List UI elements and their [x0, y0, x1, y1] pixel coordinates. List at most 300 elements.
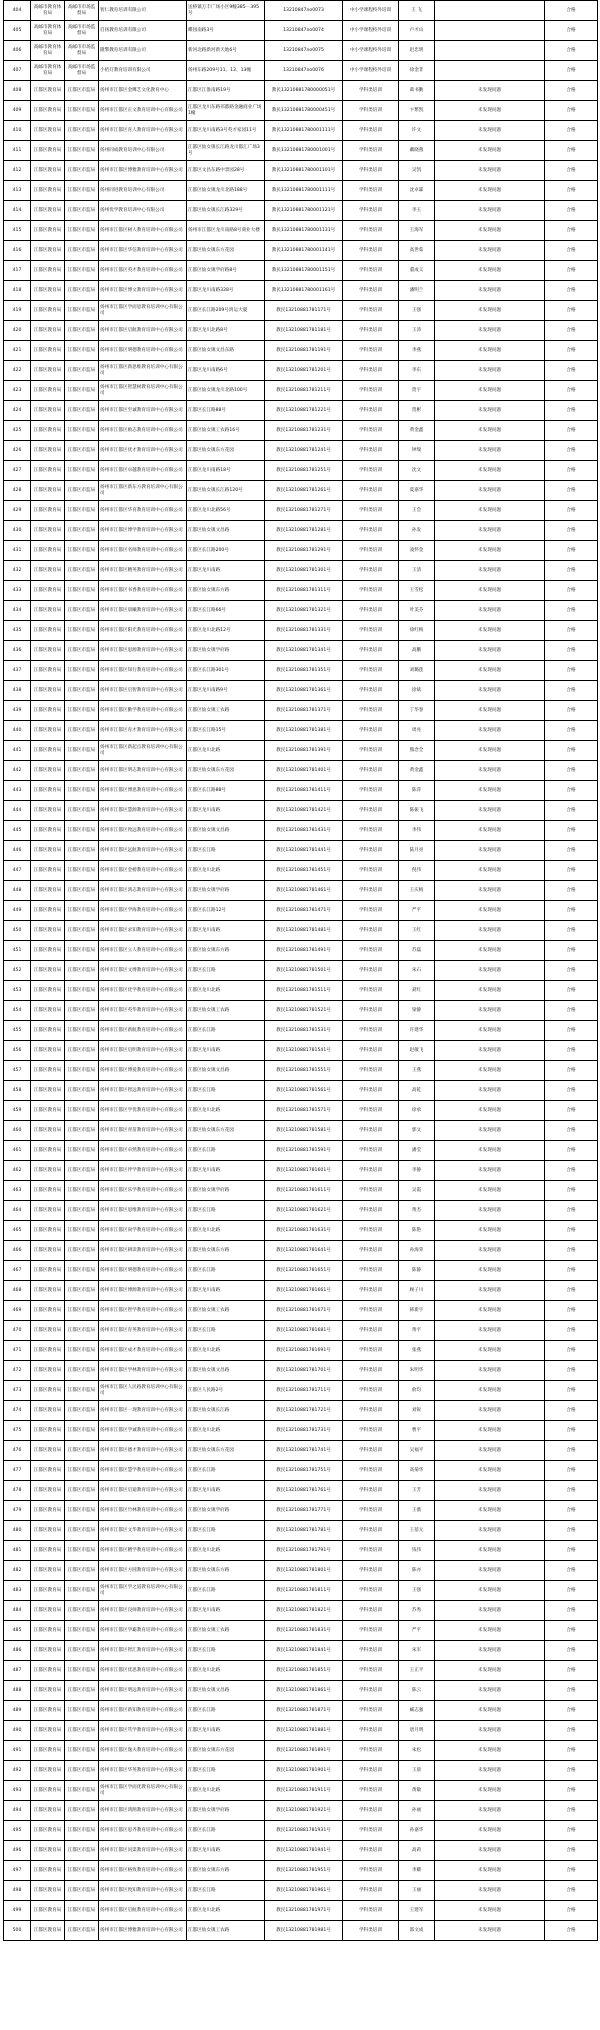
table-row — [4, 761, 598, 781]
cell-result: 合格 — [545, 1541, 598, 1561]
cell-result: 合格 — [545, 1881, 598, 1901]
cell-training-type: 学科类培训 — [343, 1621, 399, 1641]
cell-market-regulator: 江都区市监局 — [65, 1541, 99, 1561]
cell-training-type: 学科类培训 — [343, 1121, 399, 1141]
cell-license-code: 教民13210881780001001号 — [265, 141, 343, 161]
cell-market-regulator: 江都区市监局 — [65, 441, 99, 461]
cell-result: 合格 — [545, 681, 598, 701]
cell-training-type: 学科类培训 — [343, 1541, 399, 1561]
cell-training-type: 学科类培训 — [343, 881, 399, 901]
cell-result: 合格 — [545, 121, 598, 141]
cell-training-type: 中小学课程校外培训 — [343, 41, 399, 61]
cell-market-regulator: 江都区市监局 — [65, 621, 99, 641]
cell-result: 合格 — [545, 301, 598, 321]
cell-license-code: 教民13210881781561号 — [265, 1081, 343, 1101]
table-row — [4, 281, 598, 301]
cell-result: 合格 — [545, 1461, 598, 1481]
cell-index: 412 — [4, 161, 31, 181]
cell-market-regulator: 江都区市监局 — [65, 881, 99, 901]
cell-index: 406 — [4, 41, 31, 61]
cell-address: 江都区长江路88号 — [187, 401, 265, 421]
cell-inspection-finding: 未发现问题 — [435, 1061, 545, 1081]
cell-result: 合格 — [545, 381, 598, 401]
cell-institution-name: 扬州市江都区至诚教育培训中心有限公司 — [99, 401, 187, 421]
cell-inspection-finding: 未发现问题 — [435, 641, 545, 661]
cell-result: 合格 — [545, 1921, 598, 1941]
cell-result: 合格 — [545, 281, 598, 301]
cell-index: 432 — [4, 561, 31, 581]
cell-market-regulator: 江都区市监局 — [65, 181, 99, 201]
table-row — [4, 901, 598, 921]
cell-index: 484 — [4, 1601, 31, 1621]
cell-license-code: 教民13210881781711号 — [265, 1381, 343, 1401]
cell-result: 合格 — [545, 1041, 598, 1061]
cell-institution-name: 扬州市江都区明德教育培训中心有限公司 — [99, 1261, 187, 1281]
cell-market-regulator: 高邮市市场监督局 — [65, 1, 99, 21]
cell-license-code: 教民13210881781771号 — [265, 1501, 343, 1521]
cell-index: 490 — [4, 1721, 31, 1741]
cell-result: 合格 — [545, 1361, 598, 1381]
cell-education-department: 江都区教育局 — [31, 261, 65, 281]
cell-index: 464 — [4, 1201, 31, 1221]
cell-institution-name: 扬州市江都区华育教育培训中心有限公司 — [99, 501, 187, 521]
cell-address: 扬州市江都区龙川南路8号商业大楼 — [187, 221, 265, 241]
cell-result: 合格 — [545, 961, 598, 981]
cell-result: 合格 — [545, 1641, 598, 1661]
cell-institution-name: 扬州同进教育培训中心有限公司 — [99, 181, 187, 201]
cell-institution-name: 扬州市江都区思源教育培训中心有限公司 — [99, 641, 187, 661]
table-row — [4, 1741, 598, 1761]
cell-market-regulator: 江都区市监局 — [65, 401, 99, 421]
table-row — [4, 621, 598, 641]
cell-market-regulator: 江都区市监局 — [65, 1561, 99, 1581]
cell-inspection-finding — [435, 41, 545, 61]
cell-index: 428 — [4, 481, 31, 501]
cell-index: 493 — [4, 1781, 31, 1801]
cell-address: 江都区长江路12号 — [187, 901, 265, 921]
table-row — [4, 181, 598, 201]
cell-contact-person: 熊念全 — [399, 741, 435, 761]
cell-training-type: 学科类培训 — [343, 1081, 399, 1101]
cell-inspection-finding: 未发现问题 — [435, 401, 545, 421]
cell-address: 江都区仙女镇文昌路 — [187, 521, 265, 541]
cell-contact-person: 王丽 — [399, 1881, 435, 1901]
cell-institution-name: 扬州市江都区金榜教育培训中心有限公司 — [99, 861, 187, 881]
cell-inspection-finding: 未发现问题 — [435, 221, 545, 241]
cell-education-department: 江都区教育局 — [31, 501, 65, 521]
cell-inspection-finding: 未发现问题 — [435, 1601, 545, 1621]
cell-address: 江都区长江路200号 — [187, 541, 265, 561]
cell-inspection-finding: 未发现问题 — [435, 1261, 545, 1281]
cell-inspection-finding: 未发现问题 — [435, 741, 545, 761]
cell-training-type: 学科类培训 — [343, 1321, 399, 1341]
cell-inspection-finding: 未发现问题 — [435, 1881, 545, 1901]
cell-education-department: 江都区教育局 — [31, 941, 65, 961]
cell-training-type: 学科类培训 — [343, 841, 399, 861]
cell-education-department: 江都区教育局 — [31, 721, 65, 741]
cell-result: 合格 — [545, 701, 598, 721]
cell-market-regulator: 江都区市监局 — [65, 1161, 99, 1181]
cell-education-department: 江都区教育局 — [31, 701, 65, 721]
cell-contact-person: 王清 — [399, 561, 435, 581]
cell-market-regulator: 江都区市监局 — [65, 461, 99, 481]
cell-training-type: 学科类培训 — [343, 861, 399, 881]
cell-result: 合格 — [545, 1741, 598, 1761]
cell-index: 447 — [4, 861, 31, 881]
cell-index: 415 — [4, 221, 31, 241]
cell-training-type: 学科类培训 — [343, 561, 399, 581]
cell-address: 江都区仙女镇龙川北路100号 — [187, 381, 265, 401]
cell-training-type: 学科类培训 — [343, 1441, 399, 1461]
cell-institution-name: 扬州市江都区阳光教育培训中心有限公司 — [99, 621, 187, 641]
cell-address: 江都区长江路 — [187, 1821, 265, 1841]
cell-license-code: 教民13210881780000451号 — [265, 101, 343, 121]
cell-index: 482 — [4, 1561, 31, 1581]
cell-index: 466 — [4, 1241, 31, 1261]
cell-inspection-finding: 未发现问题 — [435, 1741, 545, 1761]
cell-contact-person: 黄金鑫 — [399, 421, 435, 441]
cell-result: 合格 — [545, 921, 598, 941]
cell-address: 新河北路新河新天地6号 — [187, 41, 265, 61]
table-row — [4, 701, 598, 721]
cell-education-department: 江都区教育局 — [31, 1781, 65, 1801]
cell-education-department: 江都区教育局 — [31, 1041, 65, 1061]
cell-education-department: 江都区教育局 — [31, 1901, 65, 1921]
cell-training-type: 学科类培训 — [343, 281, 399, 301]
cell-license-code: 教民13210881781431号 — [265, 821, 343, 841]
cell-education-department: 江都区教育局 — [31, 181, 65, 201]
cell-address: 江都区长江路 — [187, 1021, 265, 1041]
table-row — [4, 741, 598, 761]
cell-inspection-finding: 未发现问题 — [435, 1381, 545, 1401]
cell-inspection-finding: 未发现问题 — [435, 1321, 545, 1341]
cell-index: 481 — [4, 1541, 31, 1561]
cell-address: 江都区长江路 — [187, 1141, 265, 1161]
cell-institution-name: 扬州市江都区成才教育培训中心有限公司 — [99, 1341, 187, 1361]
cell-inspection-finding: 未发现问题 — [435, 1121, 545, 1141]
cell-institution-name: 扬州市江都区英华教育培训中心有限公司 — [99, 1001, 187, 1021]
cell-institution-name: 扬州市江都区远航教育培训中心有限公司 — [99, 841, 187, 861]
cell-institution-name: 扬州市江都区名师教育培训中心有限公司 — [99, 541, 187, 561]
cell-education-department: 江都区教育局 — [31, 1421, 65, 1441]
table-row — [4, 601, 598, 621]
cell-index: 497 — [4, 1861, 31, 1881]
cell-training-type: 学科类培训 — [343, 1821, 399, 1841]
cell-inspection-finding: 未发现问题 — [435, 1721, 545, 1741]
cell-inspection-finding: 未发现问题 — [435, 941, 545, 961]
cell-address: 江都区仙女镇工农路 — [187, 701, 265, 721]
cell-contact-person: 王晨 — [399, 1761, 435, 1781]
cell-address: 江都区仙女镇工农路 — [187, 1301, 265, 1321]
cell-institution-name: 扬州市江都区鸿鹄教育培训中心有限公司 — [99, 1801, 187, 1821]
cell-index: 446 — [4, 841, 31, 861]
cell-market-regulator: 江都区市监局 — [65, 301, 99, 321]
cell-market-regulator: 江都区市监局 — [65, 261, 99, 281]
cell-index: 468 — [4, 1281, 31, 1301]
cell-training-type: 学科类培训 — [343, 1881, 399, 1901]
cell-market-regulator: 江都区市监局 — [65, 541, 99, 561]
cell-market-regulator: 江都区市监局 — [65, 1401, 99, 1421]
cell-market-regulator: 江都区市监局 — [65, 1881, 99, 1901]
cell-address: 送桥镇万丰广场小区9幢385－395号 — [187, 1, 265, 21]
cell-market-regulator: 江都区市监局 — [65, 1041, 99, 1061]
cell-contact-person: 曹平 — [399, 1421, 435, 1441]
cell-education-department: 江都区教育局 — [31, 541, 65, 561]
cell-index: 422 — [4, 361, 31, 381]
cell-institution-name: 扬州市江都区精英教育培训中心有限公司 — [99, 561, 187, 581]
cell-contact-person: 王建军 — [399, 1901, 435, 1921]
cell-training-type: 学科类培训 — [343, 501, 399, 521]
cell-inspection-finding: 未发现问题 — [435, 201, 545, 221]
table-row — [4, 721, 598, 741]
cell-index: 475 — [4, 1421, 31, 1441]
cell-address: 江都区仙女镇东方花园 — [187, 241, 265, 261]
cell-index: 456 — [4, 1041, 31, 1061]
cell-education-department: 江都区教育局 — [31, 441, 65, 461]
cell-market-regulator: 江都区市监局 — [65, 1061, 99, 1081]
cell-index: 445 — [4, 821, 31, 841]
table-row — [4, 661, 598, 681]
cell-inspection-finding: 未发现问题 — [435, 1181, 545, 1201]
cell-contact-person: 戴晓燕 — [399, 141, 435, 161]
cell-institution-name: 扬州市江都区博雅教育培训中心有限公司 — [99, 1921, 187, 1941]
cell-education-department: 江都区教育局 — [31, 521, 65, 541]
table-row — [4, 581, 598, 601]
cell-market-regulator: 江都区市监局 — [65, 1781, 99, 1801]
cell-result: 合格 — [545, 1341, 598, 1361]
cell-license-code: 13210847no0075 — [265, 41, 343, 61]
cell-address: 江都区龙川南路 — [187, 921, 265, 941]
cell-training-type: 学科类培训 — [343, 241, 399, 261]
cell-contact-person: 孙海荣 — [399, 1241, 435, 1261]
cell-training-type: 学科类培训 — [343, 941, 399, 961]
cell-contact-person: 王强 — [399, 301, 435, 321]
cell-index: 418 — [4, 281, 31, 301]
cell-address: 江都区龙川北路 — [187, 1421, 265, 1441]
cell-education-department: 江都区教育局 — [31, 1501, 65, 1521]
cell-result: 合格 — [545, 201, 598, 221]
table-row — [4, 1801, 598, 1821]
cell-contact-person: 黄敏 — [399, 1781, 435, 1801]
cell-training-type: 学科类培训 — [343, 321, 399, 341]
cell-education-department: 江都区教育局 — [31, 1221, 65, 1241]
cell-index: 459 — [4, 1101, 31, 1121]
cell-address: 江都区龙川南路 — [187, 1481, 265, 1501]
cell-address: 江都区龙川南路 — [187, 1041, 265, 1061]
cell-index: 430 — [4, 521, 31, 541]
cell-education-department: 江都区教育局 — [31, 241, 65, 261]
cell-address: 江都区仙女镇工农路16号 — [187, 421, 265, 441]
cell-address: 江都区长江路 — [187, 1201, 265, 1221]
cell-license-code: 教民13210881781441号 — [265, 841, 343, 861]
cell-inspection-finding: 未发现问题 — [435, 581, 545, 601]
cell-training-type: 学科类培训 — [343, 1341, 399, 1361]
cell-institution-name: 扬州市江都区励志教育培训中心有限公司 — [99, 421, 187, 441]
cell-training-type: 学科类培训 — [343, 901, 399, 921]
cell-contact-person: 严平 — [399, 1621, 435, 1641]
cell-education-department: 江都区教育局 — [31, 1921, 65, 1941]
cell-inspection-finding: 未发现问题 — [435, 1501, 545, 1521]
cell-education-department: 江都区教育局 — [31, 81, 65, 101]
cell-market-regulator: 江都区市监局 — [65, 941, 99, 961]
cell-training-type: 学科类培训 — [343, 1061, 399, 1081]
cell-license-code: 教民13210881781611号 — [265, 1181, 343, 1201]
cell-index: 487 — [4, 1661, 31, 1681]
cell-result: 合格 — [545, 761, 598, 781]
cell-license-code: 教民13210881781191号 — [265, 341, 343, 361]
cell-inspection-finding: 未发现问题 — [435, 1661, 545, 1681]
cell-address: 江都区长江路209号鸿运大厦 — [187, 301, 265, 321]
cell-inspection-finding: 未发现问题 — [435, 701, 545, 721]
cell-result: 合格 — [545, 1021, 598, 1041]
cell-training-type: 学科类培训 — [343, 401, 399, 421]
cell-training-type: 学科类培训 — [343, 641, 399, 661]
cell-training-type: 学科类培训 — [343, 1761, 399, 1781]
cell-index: 429 — [4, 501, 31, 521]
cell-license-code: 教民13210881781581号 — [265, 1121, 343, 1141]
cell-index: 404 — [4, 1, 31, 21]
cell-address: 江都区龙川南路 — [187, 1161, 265, 1181]
cell-license-code: 教民13210881780001141号 — [265, 241, 343, 261]
cell-market-regulator: 江都区市监局 — [65, 1241, 99, 1261]
cell-training-type: 学科类培训 — [343, 301, 399, 321]
cell-training-type: 学科类培训 — [343, 121, 399, 141]
cell-address: 江都区长江路 — [187, 1521, 265, 1541]
cell-market-regulator: 江都区市监局 — [65, 1101, 99, 1121]
cell-institution-name: 扬州市江都区优才教育培训中心有限公司 — [99, 441, 187, 461]
cell-institution-name: 扬州市江都区明远教育培训中心有限公司 — [99, 1681, 187, 1701]
cell-contact-person: 高莉 — [399, 1841, 435, 1861]
cell-address: 江都区龙川北路 — [187, 1661, 265, 1681]
cell-result: 合格 — [545, 1501, 598, 1521]
cell-training-type: 学科类培训 — [343, 821, 399, 841]
cell-license-code: 教民13210881781951号 — [265, 1861, 343, 1881]
cell-index: 431 — [4, 541, 31, 561]
cell-institution-name: 扬州市江都区勤学教育培训中心有限公司 — [99, 701, 187, 721]
cell-index: 494 — [4, 1801, 31, 1821]
cell-address: 江都区龙川北路56号 — [187, 501, 265, 521]
table-row — [4, 421, 598, 441]
table-row — [4, 1341, 598, 1361]
cell-education-department: 江都区教育局 — [31, 821, 65, 841]
cell-result: 合格 — [545, 181, 598, 201]
table-row — [4, 1621, 598, 1641]
cell-address: 江都区仙女镇东方路 — [187, 941, 265, 961]
cell-training-type: 学科类培训 — [343, 181, 399, 201]
cell-license-code: 教民13210881781281号 — [265, 521, 343, 541]
cell-inspection-finding: 未发现问题 — [435, 1461, 545, 1481]
cell-inspection-finding: 未发现问题 — [435, 681, 545, 701]
cell-license-code: 教民13210881781531号 — [265, 1021, 343, 1041]
table-row — [4, 1081, 598, 1101]
cell-contact-person: 李玉 — [399, 201, 435, 221]
cell-education-department: 江都区教育局 — [31, 1741, 65, 1761]
cell-license-code: 教民13210881780001151号 — [265, 261, 343, 281]
cell-address: 江都区仙女镇长江路120号 — [187, 481, 265, 501]
cell-contact-person: 陈萍 — [399, 781, 435, 801]
cell-index: 473 — [4, 1381, 31, 1401]
cell-address: 江都区龙川北路 — [187, 1781, 265, 1801]
cell-market-regulator: 江都区市监局 — [65, 981, 99, 1001]
cell-education-department: 江都区教育局 — [31, 421, 65, 441]
cell-institution-name: 扬州市江都区新起点教育培训中心有限公司 — [99, 741, 187, 761]
cell-address: 江都区龙川北路8号 — [187, 321, 265, 341]
cell-training-type: 学科类培训 — [343, 1581, 399, 1601]
table-row — [4, 1581, 598, 1601]
cell-license-code: 教民13210881781351号 — [265, 661, 343, 681]
cell-inspection-finding: 未发现问题 — [435, 621, 545, 641]
table-body — [4, 1, 598, 1941]
table-row — [4, 161, 598, 181]
table-row — [4, 1821, 598, 1841]
cell-result: 合格 — [545, 481, 598, 501]
cell-institution-name: 扬州市江都区学而思教育培训中心有限公司 — [99, 301, 187, 321]
cell-license-code: 教民13210881781961号 — [265, 1881, 343, 1901]
cell-contact-person: 赵敏飞 — [399, 1041, 435, 1061]
table-row — [4, 1921, 598, 1941]
table-row — [4, 1301, 598, 1321]
cell-training-type: 学科类培训 — [343, 381, 399, 401]
cell-institution-name: 扬州市江都区启航教育培训中心有限公司 — [99, 321, 187, 341]
cell-training-type: 学科类培训 — [343, 201, 399, 221]
cell-inspection-finding: 未发现问题 — [435, 1781, 545, 1801]
cell-address: 江都区仙女镇东方路 — [187, 1241, 265, 1261]
cell-index: 420 — [4, 321, 31, 341]
cell-license-code: 教民13210881781291号 — [265, 541, 343, 561]
cell-contact-person: 俞均 — [399, 1381, 435, 1401]
cell-license-code: 教民13210881780001111号 — [265, 181, 343, 201]
cell-result: 合格 — [545, 221, 598, 241]
cell-address: 江都区仙女镇文昌路 — [187, 1681, 265, 1701]
cell-market-regulator: 江都区市监局 — [65, 221, 99, 241]
cell-address: 江都区仙女镇东方花园 — [187, 761, 265, 781]
cell-contact-person: 刘锐 — [399, 1401, 435, 1421]
cell-market-regulator: 江都区市监局 — [65, 281, 99, 301]
cell-address: 江都区龙川南路 — [187, 1841, 265, 1861]
cell-license-code: 教民13210881781881号 — [265, 1721, 343, 1741]
cell-result: 合格 — [545, 861, 598, 881]
cell-address: 江都区龙川北路 — [187, 981, 265, 1001]
table-row — [4, 861, 598, 881]
cell-training-type: 学科类培训 — [343, 1301, 399, 1321]
cell-result: 合格 — [545, 1821, 598, 1841]
cell-training-type: 学科类培训 — [343, 1141, 399, 1161]
table-row — [4, 1021, 598, 1041]
cell-training-type: 学科类培训 — [343, 541, 399, 561]
cell-index: 488 — [4, 1681, 31, 1701]
cell-license-code: 教民13210881781481号 — [265, 921, 343, 941]
cell-address: 江都区人民路2号 — [187, 1381, 265, 1401]
cell-address: 江都区仙女镇文昌路 — [187, 1361, 265, 1381]
cell-market-regulator: 江都区市监局 — [65, 741, 99, 761]
cell-education-department: 江都区教育局 — [31, 601, 65, 621]
table-row — [4, 121, 598, 141]
cell-contact-person: 刘璐莲 — [399, 661, 435, 681]
cell-contact-person: 王海军 — [399, 221, 435, 241]
cell-training-type: 学科类培训 — [343, 1901, 399, 1921]
cell-contact-person: 高鹏 — [399, 641, 435, 661]
cell-education-department: 江都区教育局 — [31, 1101, 65, 1121]
cell-index: 434 — [4, 601, 31, 621]
cell-inspection-finding: 未发现问题 — [435, 161, 545, 181]
cell-market-regulator: 高邮市市场监督局 — [65, 61, 99, 81]
cell-institution-name: 扬州市江都区逸夫教育培训中心有限公司 — [99, 1741, 187, 1761]
cell-index: 469 — [4, 1301, 31, 1321]
cell-market-regulator: 江都区市监局 — [65, 481, 99, 501]
cell-contact-person: 王雪松 — [399, 581, 435, 601]
table-row — [4, 961, 598, 981]
cell-contact-person: 倪伟 — [399, 861, 435, 881]
